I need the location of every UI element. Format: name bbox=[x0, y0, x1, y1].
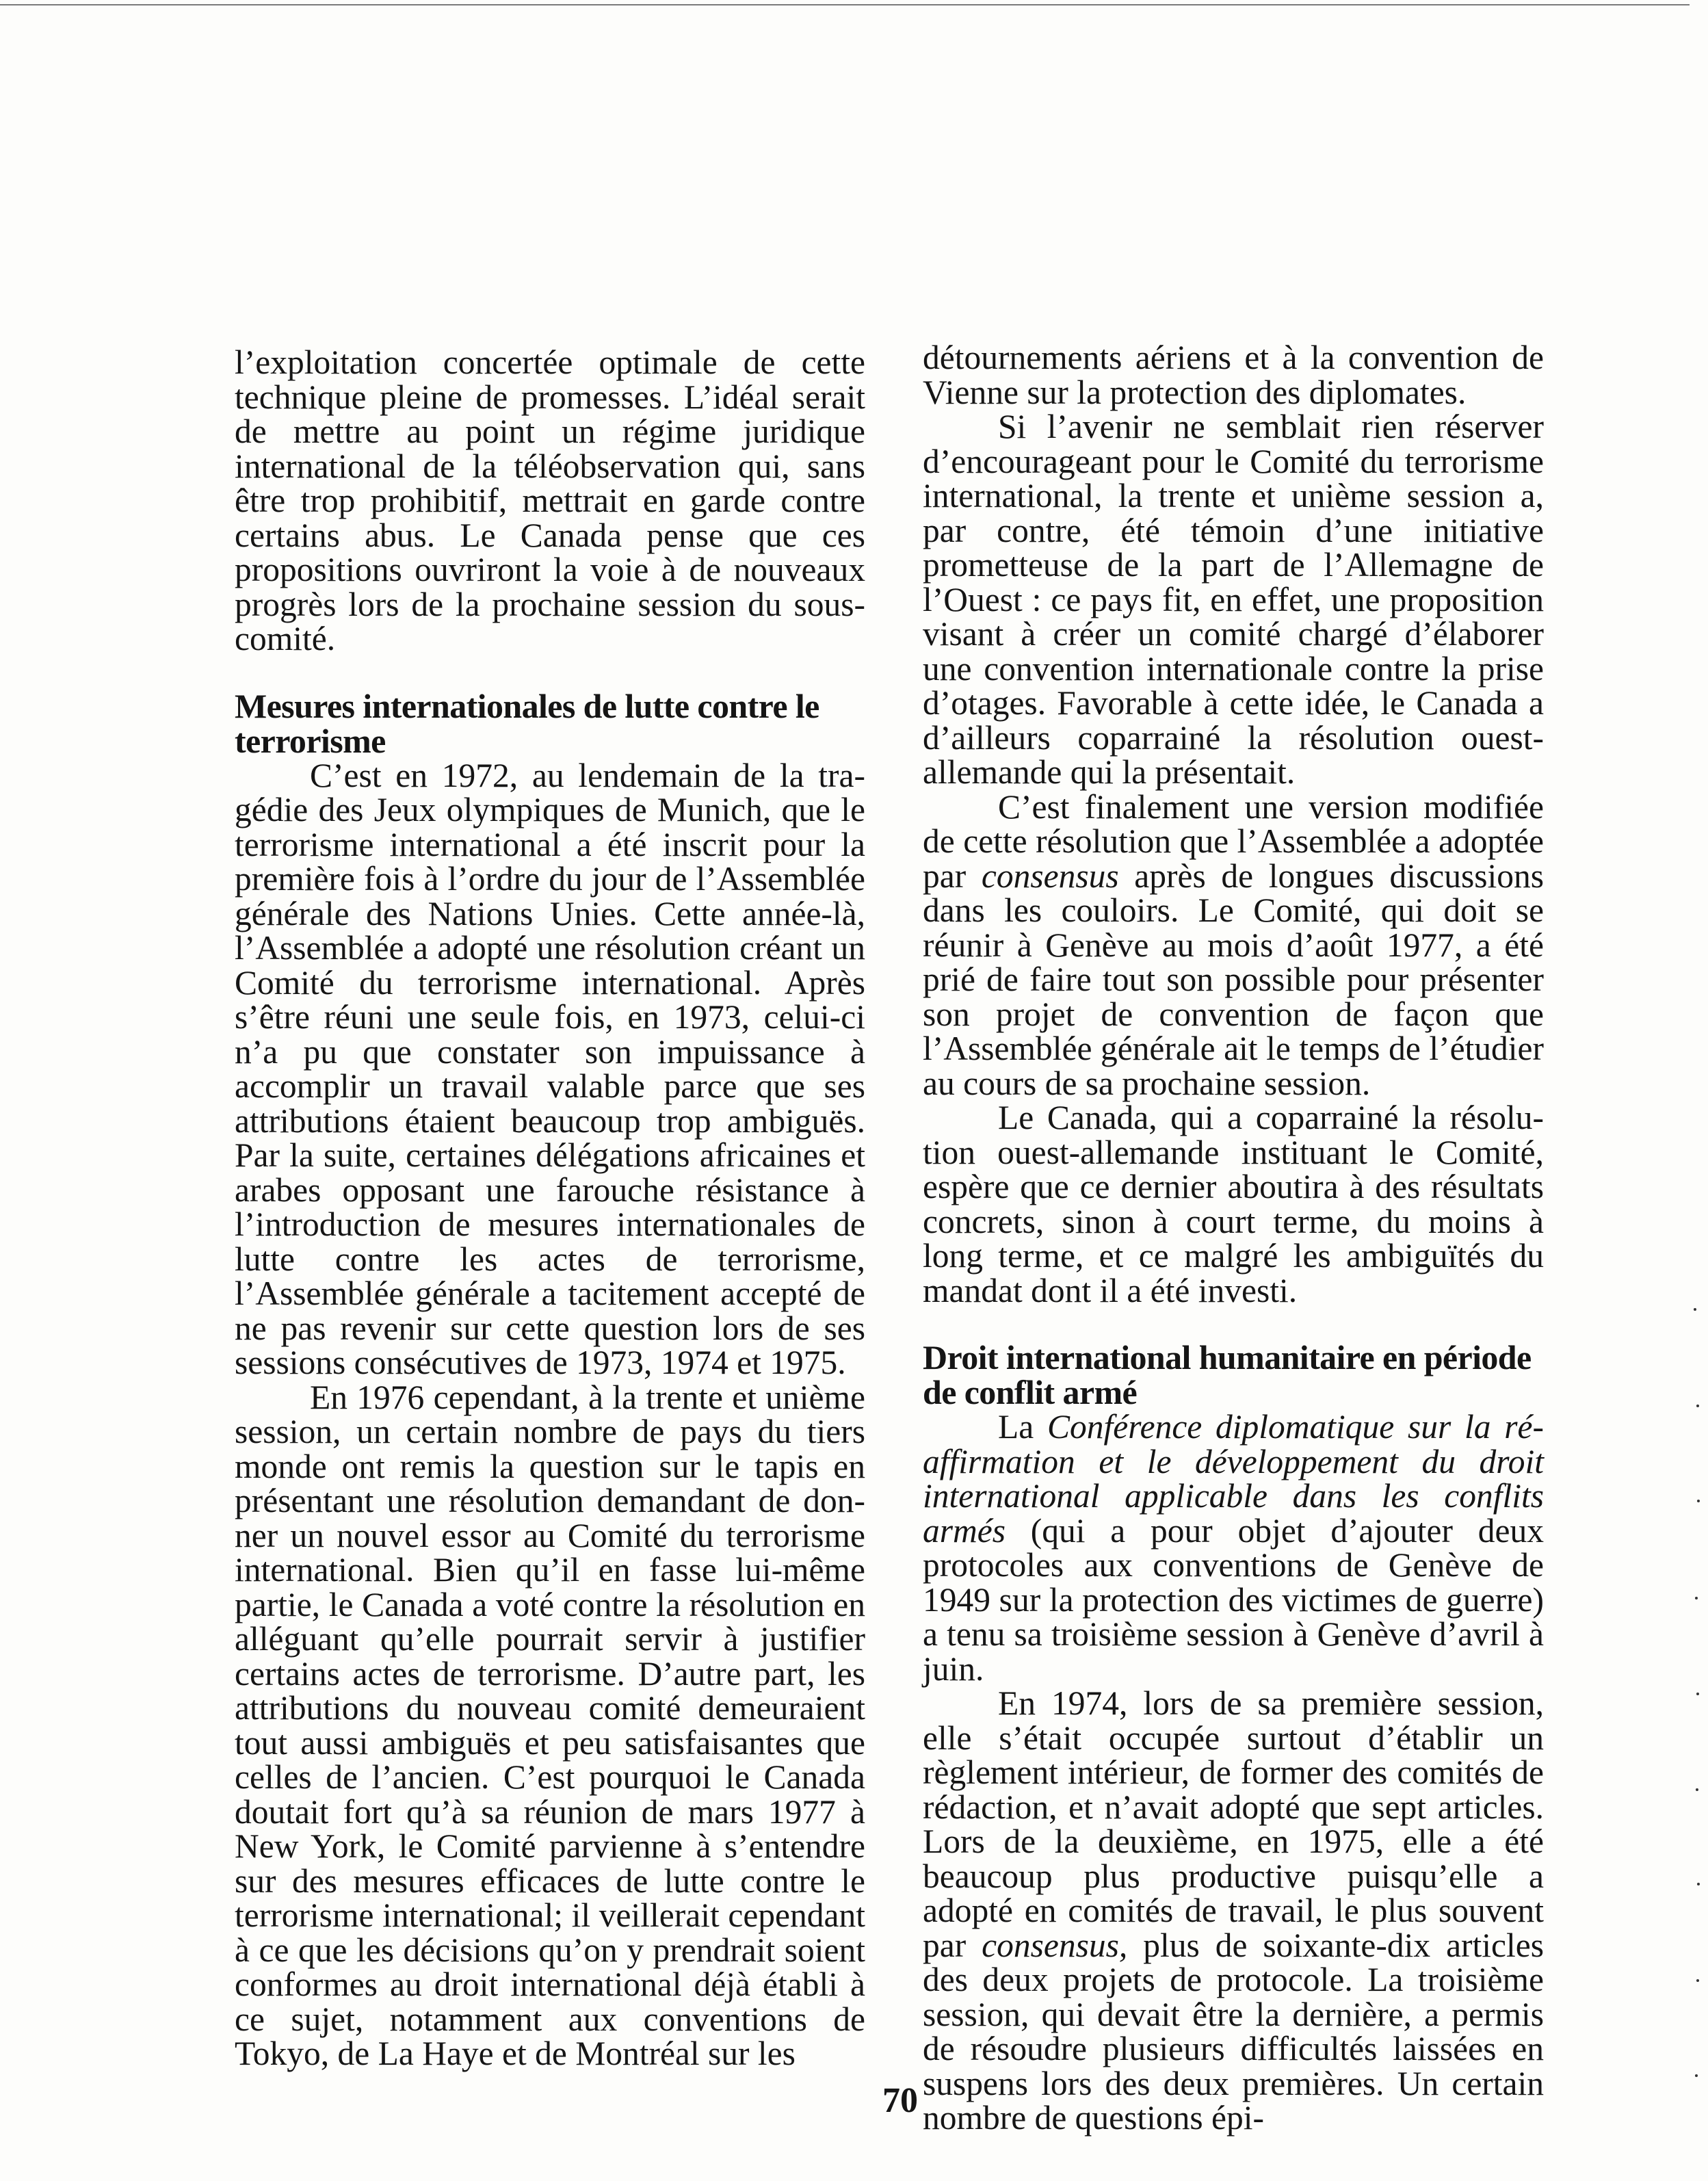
text-run: C’est finalement une version modifiée de cette résolution que l’Assemblée a adoptée par bbox=[923, 787, 1544, 895]
spacer bbox=[235, 657, 865, 689]
scan-top-edge bbox=[0, 4, 1690, 5]
paragraph: Le Canada, qui a coparrainé la résolution ouest-allemande instituant le Comité, espère que ce dernier aboutira à des résultats concrets, sinon à court terme, du moins à long terme, et ce malgré les ambiguïtés du mandat dont il a été investi. bbox=[923, 1099, 1544, 1309]
paragraph: détournements aériens et à la convention de Vienne sur la protection des diplomates. bbox=[923, 339, 1544, 411]
right-column bbox=[923, 341, 1544, 2136]
paragraph bbox=[923, 787, 1544, 1102]
italic-term: consensus bbox=[981, 857, 1119, 895]
paragraph: C’est en 1972, au lendemain de la tragédie des Jeux olympiques de Munich, que le terrorisme international a été inscrit pour la première fois à l’ordre du jour de l’Assemblée générale des Nations Unies. Cette année-là, l’Assemblée a adopté une résolution créant un Comité du terrorisme international. Après s’être réuni une seule fois, en 1973, celui-ci n’a pu que constater son impuissance à accomplir un travail valable parce que ses attributions étaient beaucoup trop ambiguës. Par la suite, certaines délégations africaines et arabes opposant une farouche résistance à l’introduction de mesures internationales de lutte contre les actes de terrorisme, l’Assemblée générale a tacitement accepté de ne pas revenir sur cette question lors de ses sessions consécutives de 1973, 1974 et 1975. bbox=[235, 756, 865, 1381]
scan-speck bbox=[1696, 1788, 1698, 1791]
page-number: 70 bbox=[882, 2081, 918, 2120]
italic-title: Conférence diplomatique sur la réaffirmation et le développement du droit international applicable dans les conflits armés bbox=[923, 1408, 1544, 1550]
scan-speck bbox=[1696, 1405, 1699, 1407]
left-column bbox=[235, 345, 865, 2072]
scan-speck bbox=[1696, 1979, 1699, 1982]
scan-speck bbox=[1697, 1500, 1700, 1502]
scan-speck bbox=[1696, 1693, 1699, 1695]
paragraph bbox=[923, 1686, 1544, 2136]
scan-speck bbox=[1695, 2074, 1698, 2077]
text-run: La bbox=[998, 1408, 1047, 1446]
text-run: après de longues discussions dans les couloirs. Le Comité, qui doit se réunir à Genève au mois d’août 1977, a été prié de faire tout son possible pour présenter son projet de convention de façon que l’Assemblée générale ait le temps de l’étudier au cours de sa prochaine session. bbox=[923, 857, 1544, 1102]
text-run: plus de soixante-dix articles des deux projets de protocole. La troisième session, qui devait être la dernière, a permis de résoudre plusieurs difficultés laissées en suspens lors des deux premières. Un certain nombre de questions épi- bbox=[923, 1926, 1544, 2137]
paragraph: En 1976 cependant, à la trente et unième session, un certain nombre de pays du tiers monde ont remis la question sur le tapis en présentant une résolution demandant de donner un nouvel essor au Comité du terrorisme international. Bien qu’il en fasse lui-même partie, le Canada a voté contre la résolution en alléguant qu’elle pourrait servir à justifier certains actes de terrorisme. D’autre part, les attributions du nouveau comité demeuraient tout aussi ambiguës et peu satisfaisantes que celles de l’ancien. C’est pourquoi le Canada doutait fort qu’à sa réunion de mars 1977 à New York, le Comité parvienne à s’entendre sur des mesures efficaces de lutte contre le terrorisme international; il veillerait cependant à ce que les décisions qu’on y prendrait soient conformes au droit international déjà établi à ce sujet, notamment aux conventions de Tokyo, de La Haye et de Montréal sur les bbox=[235, 1378, 865, 2072]
italic-term: consensus, bbox=[982, 1926, 1128, 1964]
text-run: (qui a pour objet d’ajouter deux protocoles aux conventions de Genève de 1949 sur la protection des victimes de guerre) a tenu sa troisième session à Genève d’avril à juin. bbox=[923, 1511, 1544, 1688]
scan-speck bbox=[1695, 1597, 1698, 1599]
text-run: En 1974, lors de sa première session, elle s’était occupée surtout d’établir un règlement intérieur, de former des comités de rédaction, et n’avait adopté que sept articles. Lors de la deuxième, en 1975, elle a été beaucoup plus productive puisqu’elle a adopté en comités de travail, le plus souvent par bbox=[923, 1684, 1544, 1964]
paragraph bbox=[923, 1410, 1544, 1686]
scan-speck bbox=[1694, 1308, 1696, 1311]
paragraph: Si l’avenir ne semblait rien réserver d’encourageant pour le Comité du terrorisme international, la trente et unième session a, par contre, été témoin d’une initiative prometteuse de la part de l’Allemagne de l’Ouest : ce pays fit, en effet, une proposition visant à créer un comité chargé d’élaborer une convention internationale contre la prise d’otages. Favorable à cette idée, le Canada a d’ailleurs coparrainé la résolution ouest-allemande qui la présentait. bbox=[923, 408, 1544, 791]
section-heading-terrorism: Mesures internationales de lutte contre le terrorisme bbox=[235, 686, 819, 760]
section-heading-humanitarian-law: Droit international humanitaire en période de conflit armé bbox=[923, 1338, 1532, 1411]
scan-speck bbox=[1697, 1883, 1700, 1885]
spacer bbox=[923, 1308, 1544, 1340]
paragraph: l’exploitation concertée optimale de cette technique pleine de promesses. L’idéal serait de mettre au point un régime juridique international de la téléobservation qui, sans être trop prohibitif, mettrait en garde contre certains abus. Le Canada pense que ces propositions ouvriront la voie à de nouveaux progrès lors de la prochaine session du sous-comité. bbox=[235, 343, 865, 657]
